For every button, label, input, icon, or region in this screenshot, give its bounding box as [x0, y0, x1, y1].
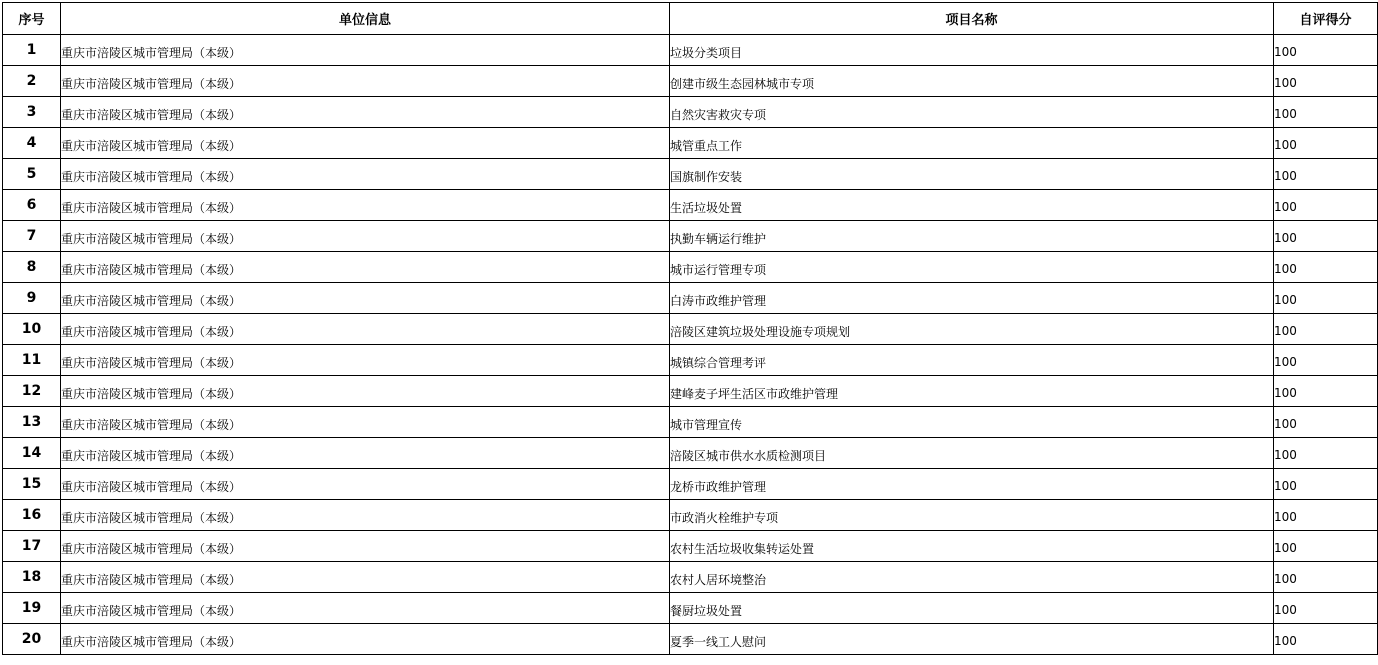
score-text: 100	[1274, 634, 1297, 648]
row-number: 18	[3, 562, 61, 593]
table-row	[3, 35, 1378, 66]
project-name-text: 涪陵区建筑垃圾处理设施专项规划	[670, 324, 851, 339]
table-row	[3, 469, 1378, 500]
score-text: 100	[1274, 417, 1297, 431]
score-cell	[1274, 593, 1378, 624]
score-cell	[1274, 624, 1378, 655]
header-score: 自评得分	[1274, 3, 1378, 35]
project-name-cell	[670, 159, 1274, 190]
project-name-cell	[670, 128, 1274, 159]
row-number: 3	[3, 97, 61, 128]
unit-info-text: 重庆市涪陵区城市管理局（本级）	[61, 479, 242, 494]
project-name-cell	[670, 283, 1274, 314]
unit-info-text: 重庆市涪陵区城市管理局（本级）	[61, 603, 242, 618]
row-number: 19	[3, 593, 61, 624]
score-text: 100	[1274, 541, 1297, 555]
unit-info-text: 重庆市涪陵区城市管理局（本级）	[61, 45, 242, 60]
unit-info-cell	[61, 97, 670, 128]
unit-info-text: 重庆市涪陵区城市管理局（本级）	[61, 107, 242, 122]
score-text: 100	[1274, 479, 1297, 493]
project-name-cell	[670, 593, 1274, 624]
project-name-text: 农村人居环境整治	[670, 572, 767, 587]
table-row	[3, 562, 1378, 593]
score-cell	[1274, 252, 1378, 283]
score-cell	[1274, 97, 1378, 128]
unit-info-text: 重庆市涪陵区城市管理局（本级）	[61, 138, 242, 153]
table-row	[3, 190, 1378, 221]
project-name-cell	[670, 531, 1274, 562]
unit-info-text: 重庆市涪陵区城市管理局（本级）	[61, 169, 242, 184]
project-name-text: 垃圾分类项目	[670, 45, 743, 60]
unit-info-text: 重庆市涪陵区城市管理局（本级）	[61, 231, 242, 246]
project-score-table	[2, 2, 1378, 655]
table-row	[3, 593, 1378, 624]
score-text: 100	[1274, 107, 1297, 121]
table-row	[3, 221, 1378, 252]
unit-info-text: 重庆市涪陵区城市管理局（本级）	[61, 355, 242, 370]
unit-info-cell	[61, 593, 670, 624]
score-text: 100	[1274, 169, 1297, 183]
row-number: 5	[3, 159, 61, 190]
score-cell	[1274, 314, 1378, 345]
score-cell	[1274, 221, 1378, 252]
table-row	[3, 283, 1378, 314]
project-name-text: 城市运行管理专项	[670, 262, 767, 277]
row-number: 10	[3, 314, 61, 345]
score-cell	[1274, 345, 1378, 376]
unit-info-cell	[61, 159, 670, 190]
project-name-cell	[670, 407, 1274, 438]
score-text: 100	[1274, 510, 1297, 524]
project-name-cell	[670, 438, 1274, 469]
project-name-text: 农村生活垃圾收集转运处置	[670, 541, 815, 556]
header-no: 序号	[3, 3, 61, 35]
project-name-text: 执勤车辆运行维护	[670, 231, 767, 246]
project-name-text: 龙桥市政维护管理	[670, 479, 767, 494]
score-text: 100	[1274, 603, 1297, 617]
unit-info-cell	[61, 190, 670, 221]
score-cell	[1274, 531, 1378, 562]
unit-info-text: 重庆市涪陵区城市管理局（本级）	[61, 200, 242, 215]
unit-info-cell	[61, 252, 670, 283]
row-number: 8	[3, 252, 61, 283]
table-row	[3, 407, 1378, 438]
row-number: 12	[3, 376, 61, 407]
score-text: 100	[1274, 293, 1297, 307]
unit-info-text: 重庆市涪陵区城市管理局（本级）	[61, 417, 242, 432]
header-row	[3, 3, 1378, 35]
project-name-cell	[670, 624, 1274, 655]
score-text: 100	[1274, 200, 1297, 214]
unit-info-cell	[61, 314, 670, 345]
score-cell	[1274, 438, 1378, 469]
project-name-text: 夏季一线工人慰问	[670, 634, 767, 649]
project-name-cell	[670, 221, 1274, 252]
project-name-cell	[670, 252, 1274, 283]
table-row	[3, 345, 1378, 376]
unit-info-cell	[61, 376, 670, 407]
row-number: 1	[3, 35, 61, 66]
project-name-cell	[670, 500, 1274, 531]
score-text: 100	[1274, 45, 1297, 59]
unit-info-text: 重庆市涪陵区城市管理局（本级）	[61, 510, 242, 525]
project-name-text: 城镇综合管理考评	[670, 355, 767, 370]
score-cell	[1274, 128, 1378, 159]
table-row	[3, 252, 1378, 283]
table-row	[3, 376, 1378, 407]
table-row	[3, 438, 1378, 469]
project-name-text: 生活垃圾处置	[670, 200, 743, 215]
project-name-cell	[670, 562, 1274, 593]
score-cell	[1274, 562, 1378, 593]
row-number: 13	[3, 407, 61, 438]
unit-info-text: 重庆市涪陵区城市管理局（本级）	[61, 262, 242, 277]
project-name-cell	[670, 345, 1274, 376]
score-cell	[1274, 407, 1378, 438]
row-number: 9	[3, 283, 61, 314]
unit-info-text: 重庆市涪陵区城市管理局（本级）	[61, 634, 242, 649]
table-row	[3, 97, 1378, 128]
unit-info-cell	[61, 500, 670, 531]
unit-info-cell	[61, 469, 670, 500]
project-name-text: 餐厨垃圾处置	[670, 603, 743, 618]
table-row	[3, 66, 1378, 97]
row-number: 6	[3, 190, 61, 221]
row-number: 20	[3, 624, 61, 655]
project-name-text: 市政消火栓维护专项	[670, 510, 779, 525]
unit-info-text: 重庆市涪陵区城市管理局（本级）	[61, 572, 242, 587]
table-row	[3, 128, 1378, 159]
table-row	[3, 159, 1378, 190]
score-text: 100	[1274, 448, 1297, 462]
table-row	[3, 531, 1378, 562]
unit-info-cell	[61, 562, 670, 593]
score-cell	[1274, 190, 1378, 221]
score-cell	[1274, 66, 1378, 97]
unit-info-cell	[61, 283, 670, 314]
project-name-cell	[670, 35, 1274, 66]
project-name-cell	[670, 190, 1274, 221]
unit-info-cell	[61, 128, 670, 159]
unit-info-cell	[61, 531, 670, 562]
project-name-cell	[670, 66, 1274, 97]
unit-info-text: 重庆市涪陵区城市管理局（本级）	[61, 76, 242, 91]
unit-info-text: 重庆市涪陵区城市管理局（本级）	[61, 541, 242, 556]
project-name-cell	[670, 469, 1274, 500]
score-text: 100	[1274, 262, 1297, 276]
project-name-text: 城市管理宣传	[670, 417, 743, 432]
score-text: 100	[1274, 572, 1297, 586]
project-name-text: 建峰麦子坪生活区市政维护管理	[670, 386, 839, 401]
unit-info-text: 重庆市涪陵区城市管理局（本级）	[61, 324, 242, 339]
unit-info-cell	[61, 407, 670, 438]
unit-info-text: 重庆市涪陵区城市管理局（本级）	[61, 293, 242, 308]
row-number: 2	[3, 66, 61, 97]
header-project: 项目名称	[670, 3, 1274, 35]
score-text: 100	[1274, 231, 1297, 245]
table-row	[3, 624, 1378, 655]
score-cell	[1274, 283, 1378, 314]
row-number: 16	[3, 500, 61, 531]
project-name-text: 自然灾害救灾专项	[670, 107, 767, 122]
row-number: 11	[3, 345, 61, 376]
unit-info-text: 重庆市涪陵区城市管理局（本级）	[61, 386, 242, 401]
row-number: 15	[3, 469, 61, 500]
project-name-text: 城管重点工作	[670, 138, 743, 153]
table-body	[3, 35, 1378, 655]
score-cell	[1274, 376, 1378, 407]
unit-info-text: 重庆市涪陵区城市管理局（本级）	[61, 448, 242, 463]
project-name-cell	[670, 97, 1274, 128]
project-name-text: 创建市级生态园林城市专项	[670, 76, 815, 91]
project-name-text: 涪陵区城市供水水质检测项目	[670, 448, 827, 463]
unit-info-cell	[61, 624, 670, 655]
unit-info-cell	[61, 345, 670, 376]
score-text: 100	[1274, 386, 1297, 400]
score-text: 100	[1274, 76, 1297, 90]
score-cell	[1274, 35, 1378, 66]
score-text: 100	[1274, 355, 1297, 369]
header-unit: 单位信息	[61, 3, 670, 35]
project-name-cell	[670, 314, 1274, 345]
project-name-text: 国旗制作安装	[670, 169, 743, 184]
score-cell	[1274, 469, 1378, 500]
score-text: 100	[1274, 324, 1297, 338]
unit-info-cell	[61, 438, 670, 469]
row-number: 14	[3, 438, 61, 469]
row-number: 7	[3, 221, 61, 252]
project-name-cell	[670, 376, 1274, 407]
score-text: 100	[1274, 138, 1297, 152]
score-cell	[1274, 159, 1378, 190]
table-row	[3, 314, 1378, 345]
row-number: 17	[3, 531, 61, 562]
project-name-text: 白涛市政维护管理	[670, 293, 767, 308]
unit-info-cell	[61, 35, 670, 66]
score-cell	[1274, 500, 1378, 531]
unit-info-cell	[61, 66, 670, 97]
unit-info-cell	[61, 221, 670, 252]
table-row	[3, 500, 1378, 531]
row-number: 4	[3, 128, 61, 159]
